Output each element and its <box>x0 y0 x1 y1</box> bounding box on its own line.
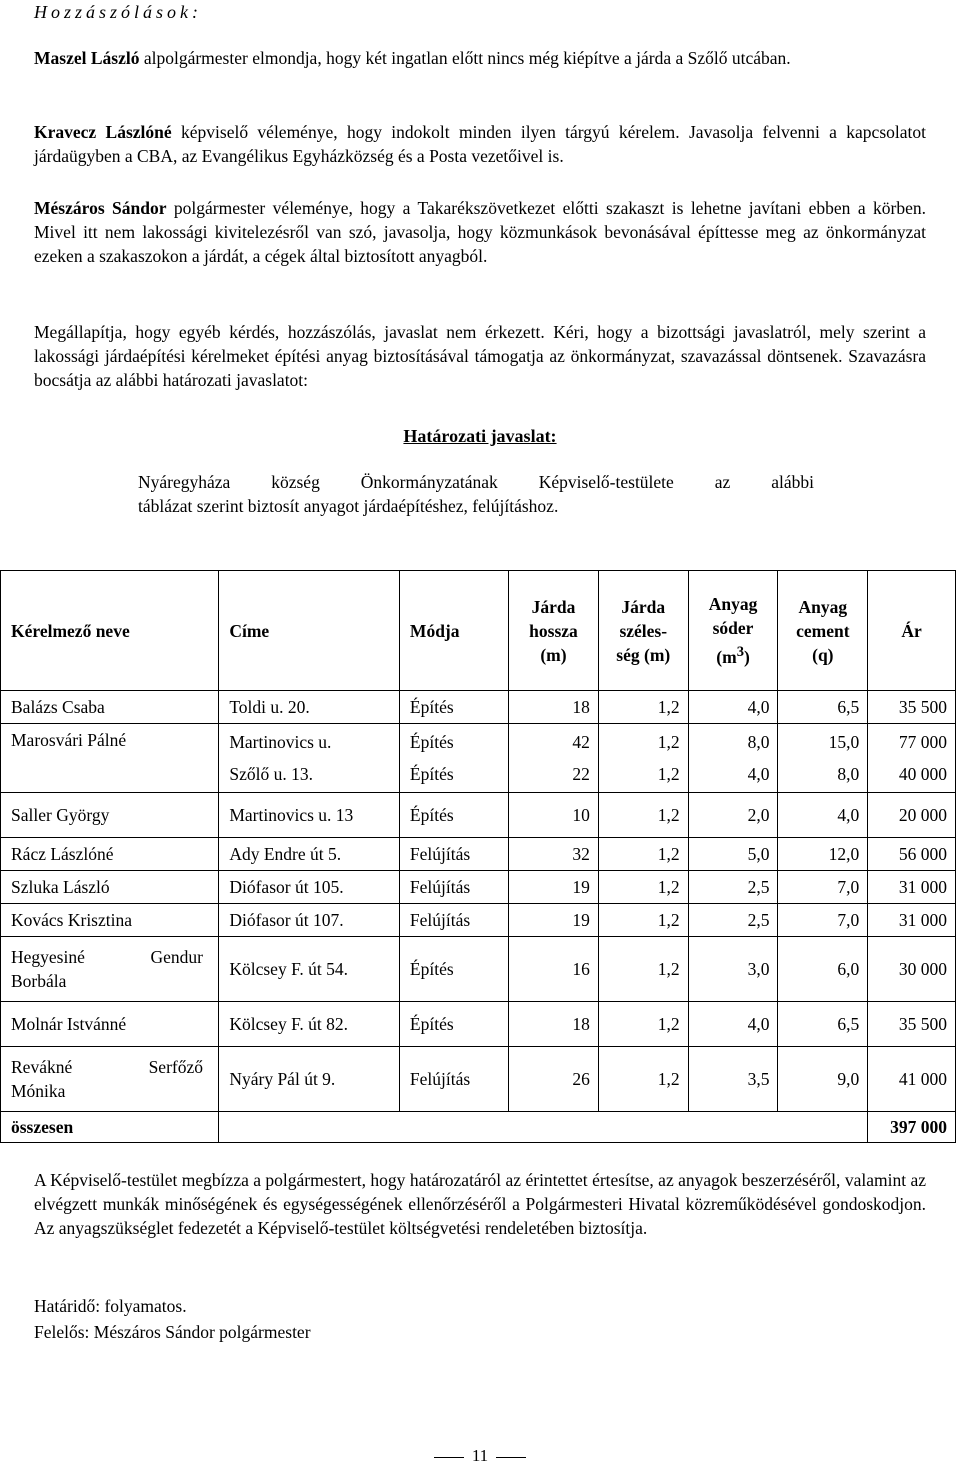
address-line: Szőlő u. 13. <box>229 764 313 784</box>
resolution-word: alábbi <box>771 472 814 492</box>
cell-mode: Felújítás <box>399 838 508 871</box>
cell-mode: Építés <box>399 793 508 838</box>
cell-width: 1,2 <box>598 1047 688 1112</box>
cell-cement: 4,0 <box>778 793 868 838</box>
mode-line: Építés <box>409 732 454 752</box>
cell-width: 1,2 <box>598 937 688 1002</box>
cell-length: 16 <box>509 937 599 1002</box>
header-length: Járda hossza (m) <box>509 571 599 691</box>
cell-price <box>868 724 956 793</box>
paragraph-summary <box>34 320 926 392</box>
resolution-word: Képviselő-testülete <box>538 472 674 492</box>
header-cement: Anyag cement (q) <box>778 571 868 691</box>
section-heading: Hozzászólások: <box>34 2 203 22</box>
table-row <box>1 691 956 724</box>
width-line: 1,2 <box>657 732 680 752</box>
cell-name: Kovács Krisztina <box>1 904 219 937</box>
table-header-row <box>1 571 956 691</box>
cell-cement: 6,0 <box>778 937 868 1002</box>
cell-name: Rácz Lászlóné <box>1 838 219 871</box>
cell-address: Martinovics u. 13 <box>219 793 400 838</box>
cell-gravel: 3,0 <box>688 937 778 1002</box>
name-part: Gendur <box>150 947 203 967</box>
cell-length: 19 <box>509 904 599 937</box>
page-number <box>0 1444 960 1468</box>
name-line-2: Mónika <box>11 1081 66 1101</box>
name-part: Revákné <box>11 1057 73 1077</box>
page-number-value: 11 <box>426 1446 534 1465</box>
cell-gravel: 3,5 <box>688 1047 778 1112</box>
responsible-person: Felelős: Mészáros Sándor polgármester <box>34 1322 311 1342</box>
cell-cement <box>778 724 868 793</box>
cement-line: 8,0 <box>837 764 860 784</box>
gravel-line: 8,0 <box>747 732 770 752</box>
cell-length: 26 <box>509 1047 599 1112</box>
total-spacer <box>219 1112 868 1143</box>
cell-price: 56 000 <box>868 838 956 871</box>
cell-address: Diófasor út 107. <box>219 904 400 937</box>
resolution-word: község <box>271 472 320 492</box>
resolution-title: Határozati javaslat: <box>403 426 557 446</box>
cell-name: Marosvári Pálné <box>1 724 219 793</box>
cell-length: 10 <box>509 793 599 838</box>
cell-name: Szluka László <box>1 871 219 904</box>
cell-address <box>219 724 400 793</box>
cell-price: 35 500 <box>868 691 956 724</box>
cell-gravel: 4,0 <box>688 1002 778 1047</box>
cell-mode <box>399 724 508 793</box>
cell-length: 18 <box>509 1002 599 1047</box>
cell-gravel: 2,5 <box>688 904 778 937</box>
cell-width: 1,2 <box>598 691 688 724</box>
cell-price: 35 500 <box>868 1002 956 1047</box>
cell-mode: Felújítás <box>399 904 508 937</box>
cell-price: 31 000 <box>868 871 956 904</box>
cell-gravel: 2,0 <box>688 793 778 838</box>
name-part: Hegyesiné <box>11 947 85 967</box>
length-line: 42 <box>572 732 590 752</box>
name-part: Serfőző <box>148 1057 203 1077</box>
paragraph-maszel <box>34 46 926 70</box>
name-line-1 <box>11 1055 203 1079</box>
total-label: összesen <box>1 1112 219 1143</box>
header-gravel: Anyag sóder $(m^3)$ <box>688 571 778 691</box>
cell-price: 30 000 <box>868 937 956 1002</box>
resolution-word: az <box>714 472 731 492</box>
cell-price: 31 000 <box>868 904 956 937</box>
cell-name: Molnár Istvánné <box>1 1002 219 1047</box>
table-row <box>1 871 956 904</box>
cell-address: Diófasor út 105. <box>219 871 400 904</box>
cell-name <box>1 1047 219 1112</box>
name-line-2: Borbála <box>11 971 67 991</box>
cell-name: Saller György <box>1 793 219 838</box>
paragraph-kravecz <box>34 120 926 168</box>
cell-price: 41 000 <box>868 1047 956 1112</box>
cell-address: Nyáry Pál út 9. <box>219 1047 400 1112</box>
cell-width: 1,2 <box>598 1002 688 1047</box>
cell-width <box>598 724 688 793</box>
cement-line: 15,0 <box>828 732 860 752</box>
cell-gravel <box>688 724 778 793</box>
cell-width: 1,2 <box>598 904 688 937</box>
speaker-name: Mészáros Sándor <box>34 198 167 218</box>
price-line: 77 000 <box>898 732 947 752</box>
cell-name: Balázs Csaba <box>1 691 219 724</box>
cell-gravel: 5,0 <box>688 838 778 871</box>
paragraph-text: Megállapítja, hogy egyéb kérdés, hozzászólás, javaslat nem érkezett. Kéri, hogy a bizottsági javaslatról, mely szerint a lakossági járdaépítési kérelmeket építési anyag biztosításával támogatja az önkormányzat, szavazással döntsenek. Szavazásra bocsátja az alábbi határozati javaslatot: <box>34 322 926 390</box>
resolution-line-1 <box>138 470 814 494</box>
speaker-name: Maszel László <box>34 48 140 68</box>
price-line: 40 000 <box>898 764 947 784</box>
mode-line: Építés <box>409 764 454 784</box>
materials-table <box>0 570 956 1143</box>
speaker-name: Kravecz Lászlóné <box>34 122 172 142</box>
table-total-row <box>1 1112 956 1143</box>
resolution-line-2: táblázat szerint biztosít anyagot járdaépítéshez, felújításhoz. <box>138 496 559 516</box>
cell-mode: Építés <box>399 1002 508 1047</box>
cell-length: 18 <box>509 691 599 724</box>
cell-cement: 7,0 <box>778 904 868 937</box>
cell-cement: 7,0 <box>778 871 868 904</box>
cell-address: Toldi u. 20. <box>219 691 400 724</box>
header-width: Járda széles- ség (m) <box>598 571 688 691</box>
header-mode: Módja <box>399 571 508 691</box>
header-address: Címe <box>219 571 400 691</box>
deadline: Határidő: folyamatos. <box>34 1296 187 1316</box>
cell-cement: 9,0 <box>778 1047 868 1112</box>
cell-name <box>1 937 219 1002</box>
table-row <box>1 904 956 937</box>
resolution-text <box>138 470 814 518</box>
cell-gravel: 4,0 <box>688 691 778 724</box>
cell-mode: Építés <box>399 691 508 724</box>
paragraph-meszaros <box>34 196 926 268</box>
resolution-word: Nyáregyháza <box>138 472 231 492</box>
cell-cement: 12,0 <box>778 838 868 871</box>
cell-cement: 6,5 <box>778 1002 868 1047</box>
cell-width: 1,2 <box>598 793 688 838</box>
paragraph-text: képviselő véleménye, hogy indokolt minden ilyen tárgyú kérelem. Javasolja felvenni a kapcsolatot járdaügyben a CBA, az Evangélikus Egyházközség és a Posta vezetőivel is. <box>34 122 926 166</box>
cell-mode: Építés <box>399 937 508 1002</box>
length-line: 22 <box>572 764 590 784</box>
total-value: 397 000 <box>868 1112 956 1143</box>
cell-width: 1,2 <box>598 838 688 871</box>
paragraph-text: polgármester véleménye, hogy a Takarékszövetkezet előtti szakaszt is lehetne javítani ebben a körben. Mivel itt nem lakossági kivitelezésről van szó, javasolja, hogy közmunkások bevonásával építtesse meg az önkormányzat ezeken a szakaszokon a járdát, a cégek által biztosított anyagból. <box>34 198 926 266</box>
cell-cement: 6,5 <box>778 691 868 724</box>
cell-address: Ady Endre út 5. <box>219 838 400 871</box>
address-line: Martinovics u. <box>229 732 332 752</box>
table-row <box>1 838 956 871</box>
gravel-line: 4,0 <box>747 764 770 784</box>
cell-width: 1,2 <box>598 871 688 904</box>
cell-length: 19 <box>509 871 599 904</box>
table-row <box>1 1047 956 1112</box>
closing-paragraph: A Képviselő-testület megbízza a polgármestert, hogy határozatáról az érintettet értesítse, az anyagok beszerzéséről, valamint az elvégzett munkák minőségének és egységességének ellenőrzéséről a Polgármesteri Hivatal közreműködésével gondoskodjon. Az anyagszükséglet fedezetét a Képviselő-testület költségvetési rendeletében biztosítja. <box>34 1170 926 1238</box>
table-row <box>1 1002 956 1047</box>
cell-address: Kölcsey F. út 82. <box>219 1002 400 1047</box>
cell-mode: Felújítás <box>399 871 508 904</box>
name-line-1 <box>11 945 203 969</box>
table-row <box>1 724 956 793</box>
header-applicant: Kérelmező neve <box>1 571 219 691</box>
cell-length: 32 <box>509 838 599 871</box>
header-price: Ár <box>868 571 956 691</box>
width-line: 1,2 <box>657 764 680 784</box>
table-row <box>1 793 956 838</box>
cell-address: Kölcsey F. út 54. <box>219 937 400 1002</box>
cell-length <box>509 724 599 793</box>
cell-mode: Felújítás <box>399 1047 508 1112</box>
table-row <box>1 937 956 1002</box>
paragraph-text: alpolgármester elmondja, hogy két ingatlan előtt nincs még kiépítve a járda a Szőlő utcában. <box>139 48 791 68</box>
resolution-word: Önkormányzatának <box>360 472 498 492</box>
cell-price: 20 000 <box>868 793 956 838</box>
cell-gravel: 2,5 <box>688 871 778 904</box>
